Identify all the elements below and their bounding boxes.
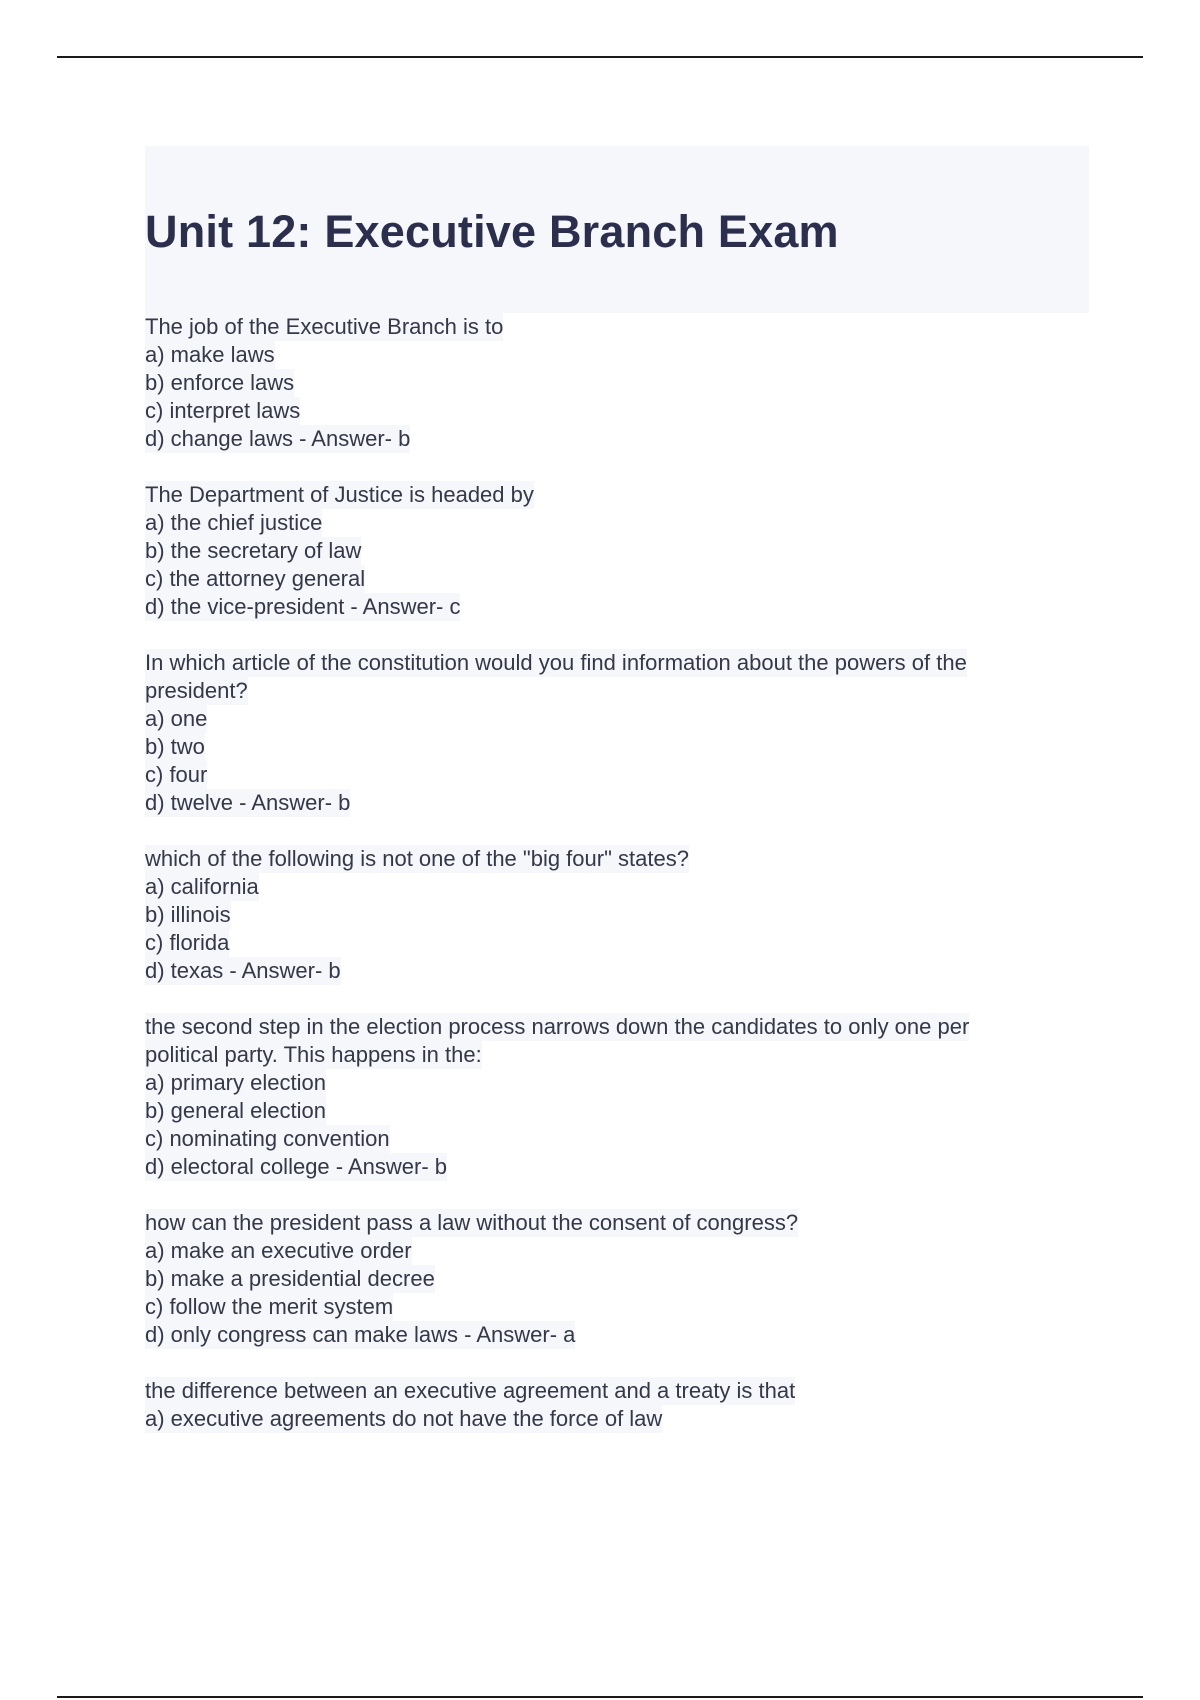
answer-option: a) california xyxy=(145,874,259,899)
answer-option: c) follow the merit system xyxy=(145,1294,394,1319)
question-item xyxy=(145,649,1089,817)
question-prompt: The job of the Executive Branch is to xyxy=(145,314,504,339)
answer-option: b) make a presidential decree xyxy=(145,1266,435,1291)
bottom-rule xyxy=(57,1696,1143,1698)
answer-option: b) illinois xyxy=(145,902,231,927)
answer-option: b) the secretary of law xyxy=(145,538,362,563)
answer-option: a) one xyxy=(145,706,208,731)
title-block xyxy=(145,146,1089,313)
question-item xyxy=(145,1209,1089,1349)
answer-option: c) florida xyxy=(145,930,230,955)
question-prompt: the second step in the election process narrows down the candidates to only one per xyxy=(145,1014,970,1039)
page-title: Unit 12: Executive Branch Exam xyxy=(145,206,839,257)
answer-option: a) the chief justice xyxy=(145,510,323,535)
question-prompt-continued: president? xyxy=(145,678,248,703)
answer-option-with-key: d) the vice-president - Answer- c xyxy=(145,594,461,619)
answer-option: a) make an executive order xyxy=(145,1238,412,1263)
answer-option: a) make laws xyxy=(145,342,275,367)
question-prompt: The Department of Justice is headed by xyxy=(145,482,534,507)
answer-option-with-key: d) texas - Answer- b xyxy=(145,958,341,983)
answer-option-with-key: d) only congress can make laws - Answer- a xyxy=(145,1322,576,1347)
question-prompt: which of the following is not one of the "big four" states? xyxy=(145,846,689,871)
answer-option-with-key: d) electoral college - Answer- b xyxy=(145,1154,448,1179)
answer-option: c) four xyxy=(145,762,208,787)
answer-option: c) the attorney general xyxy=(145,566,366,591)
question-item xyxy=(145,481,1089,621)
answer-option-with-key: d) change laws - Answer- b xyxy=(145,426,411,451)
question-prompt: how can the president pass a law without the consent of congress? xyxy=(145,1210,799,1235)
answer-option: a) executive agreements do not have the force of law xyxy=(145,1406,663,1431)
question-item xyxy=(145,1377,1089,1433)
question-prompt: the difference between an executive agreement and a treaty is that xyxy=(145,1378,796,1403)
answer-option: c) nominating convention xyxy=(145,1126,390,1151)
answer-option: a) primary election xyxy=(145,1070,326,1095)
question-list xyxy=(145,313,1089,1461)
question-item xyxy=(145,1013,1089,1181)
answer-option-with-key: d) twelve - Answer- b xyxy=(145,790,351,815)
question-item xyxy=(145,845,1089,985)
question-prompt-continued: political party. This happens in the: xyxy=(145,1042,482,1067)
question-prompt: In which article of the constitution would you find information about the powers of the xyxy=(145,650,967,675)
answer-option: c) interpret laws xyxy=(145,398,301,423)
answer-option: b) two xyxy=(145,734,205,759)
answer-option: b) general election xyxy=(145,1098,327,1123)
question-item xyxy=(145,313,1089,453)
answer-option: b) enforce laws xyxy=(145,370,295,395)
top-rule xyxy=(57,56,1143,58)
